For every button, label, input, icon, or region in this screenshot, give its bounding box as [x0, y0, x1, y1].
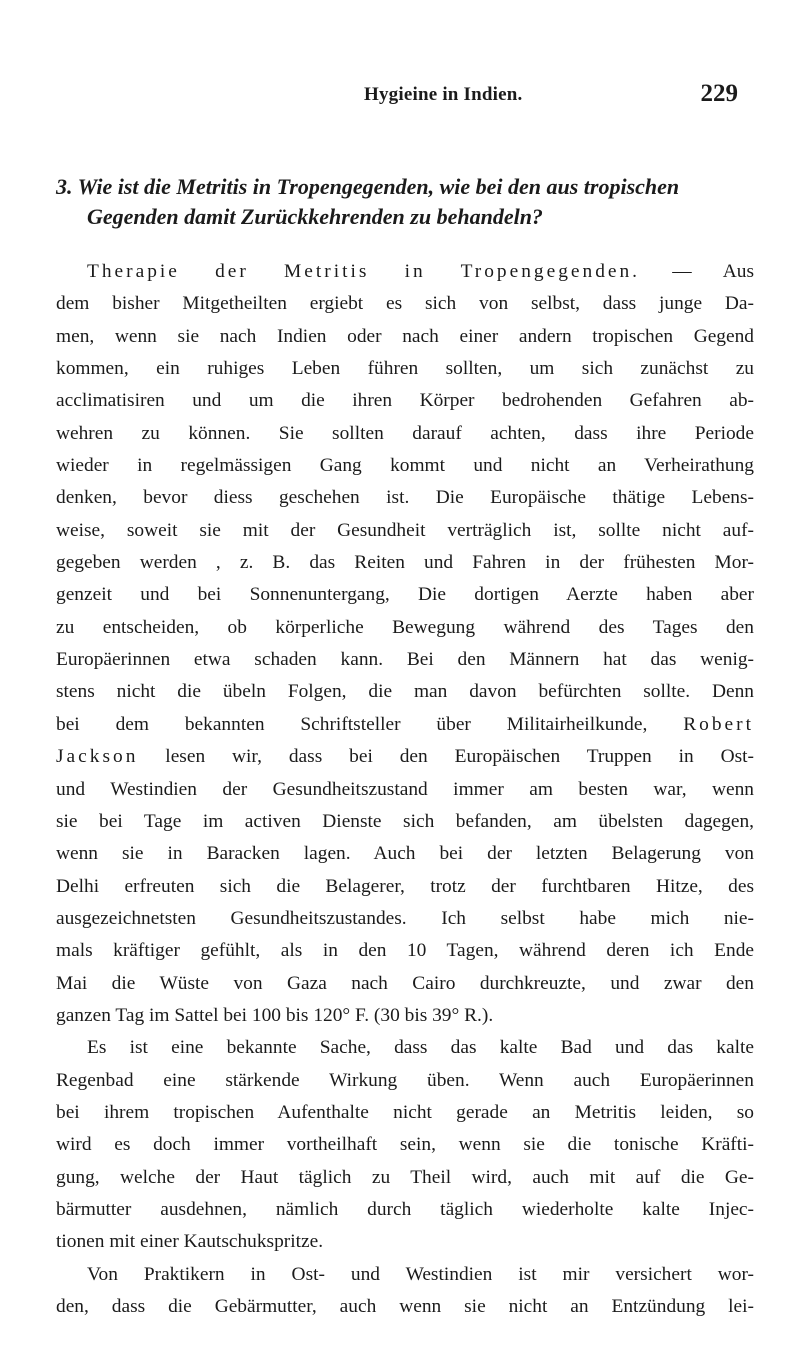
text-fragment: lesen wir, dass bei den Europäischen Truppen in Ost-: [138, 746, 754, 768]
page-number: 229: [700, 80, 738, 107]
text-line: tionen mit einer Kautschukspritze.: [56, 1231, 324, 1253]
text-line: gung, welche der Haut täglich zu Theil wird, auch mit auf die Ge-: [56, 1166, 754, 1188]
author-name: Robert: [683, 713, 754, 735]
paragraph-lead: Therapie der Metritis in Tropengegenden.: [87, 261, 641, 282]
text-line: weise, soweit sie mit der Gesundheit verträglich ist, sollte nicht auf-: [56, 519, 754, 541]
text-line: [56, 256, 754, 288]
text-fragment: bei dem bekannten Schriftsteller über Militairheilkunde,: [56, 713, 648, 735]
text-line: men, wenn sie nach Indien oder nach einer andern tropischen Gegend: [56, 325, 754, 347]
text-line: bei ihrem tropischen Aufenthalte nicht gerade an Metritis leiden, so: [56, 1101, 754, 1123]
text-line: bärmutter ausdehnen, nämlich durch täglich wiederholte kalte Injec-: [56, 1198, 754, 1220]
text-line: stens nicht die übeln Folgen, die man davon befürchten sollte. Denn: [56, 681, 754, 703]
text-line: ausgezeichnetsten Gesundheitszustandes. Ich selbst habe mich nie-: [56, 907, 754, 929]
text-line: [56, 741, 754, 773]
text-line: [56, 709, 754, 741]
text-line: wird es doch immer vortheilhaft sein, wenn sie die tonische Kräfti-: [56, 1134, 754, 1156]
text-line: Regenbad eine stärkende Wirkung üben. Wenn auch Europäerinnen: [56, 1069, 754, 1091]
text-line: Delhi erfreuten sich die Belagerer, trotz der furchtbaren Hitze, des: [56, 875, 754, 897]
text-line: Es ist eine bekannte Sache, dass das kalte Bad und das kalte: [87, 1037, 754, 1059]
section-heading-line: 3. Wie ist die Metritis in Tropengegenden, wie bei den aus tropischen: [56, 174, 680, 199]
text-line: Europäerinnen etwa schaden kann. Bei den Männern hat das wenig-: [56, 649, 754, 671]
section-heading-line: Gegenden damit Zurückkehrenden zu behandeln?: [87, 204, 543, 229]
text-line: mals kräftiger gefühlt, als in den 10 Tagen, während deren ich Ende: [56, 940, 754, 962]
text-line: kommen, ein ruhiges Leben führen sollten, um sich zunächst zu: [56, 358, 754, 380]
text-line: gegeben werden , z. B. das Reiten und Fahren in der frühesten Mor-: [56, 552, 754, 574]
text-line: dem bisher Mitgetheilten ergiebt es sich von selbst, dass junge Da-: [56, 293, 754, 315]
text-line: den, dass die Gebärmutter, auch wenn sie nicht an Entzündung lei-: [56, 1296, 754, 1317]
body-text: [56, 256, 754, 1323]
text-line: sie bei Tage im activen Dienste sich befanden, am übelsten dagegen,: [56, 810, 754, 832]
text-line: wehren zu können. Sie sollten darauf achten, dass ihre Periode: [56, 422, 754, 444]
text-line: genzeit und bei Sonnenuntergang, Die dortigen Aerzte haben aber: [56, 584, 754, 606]
text-fragment: — Aus: [640, 261, 755, 282]
running-head: [56, 80, 744, 108]
text-line: und Westindien der Gesundheitszustand immer am besten war, wenn: [56, 778, 754, 800]
text-line: denken, bevor diess geschehen ist. Die Europäische thätige Lebens-: [56, 487, 754, 509]
text-line: zu entscheiden, ob körperliche Bewegung während des Tages den: [56, 616, 754, 638]
running-title: Hygieine in Indien.: [364, 84, 523, 105]
author-name: Jackson: [56, 746, 139, 768]
text-line: wenn sie in Baracken lagen. Auch bei der letzten Belagerung von: [56, 843, 754, 865]
text-line: wieder in regelmässigen Gang kommt und nicht an Verheirathung: [56, 455, 754, 477]
text-line: ganzen Tag im Sattel bei 100 bis 120° F. (30 bis 39° R.).: [56, 1004, 494, 1026]
text-line: Von Praktikern in Ost- und Westindien ist mir versichert wor-: [87, 1263, 754, 1285]
text-line: acclimatisiren und um die ihren Körper bedrohenden Gefahren ab-: [56, 390, 754, 412]
text-line: Mai die Wüste von Gaza nach Cairo durchkreuzte, und zwar den: [56, 972, 754, 994]
section-heading: [56, 172, 756, 232]
